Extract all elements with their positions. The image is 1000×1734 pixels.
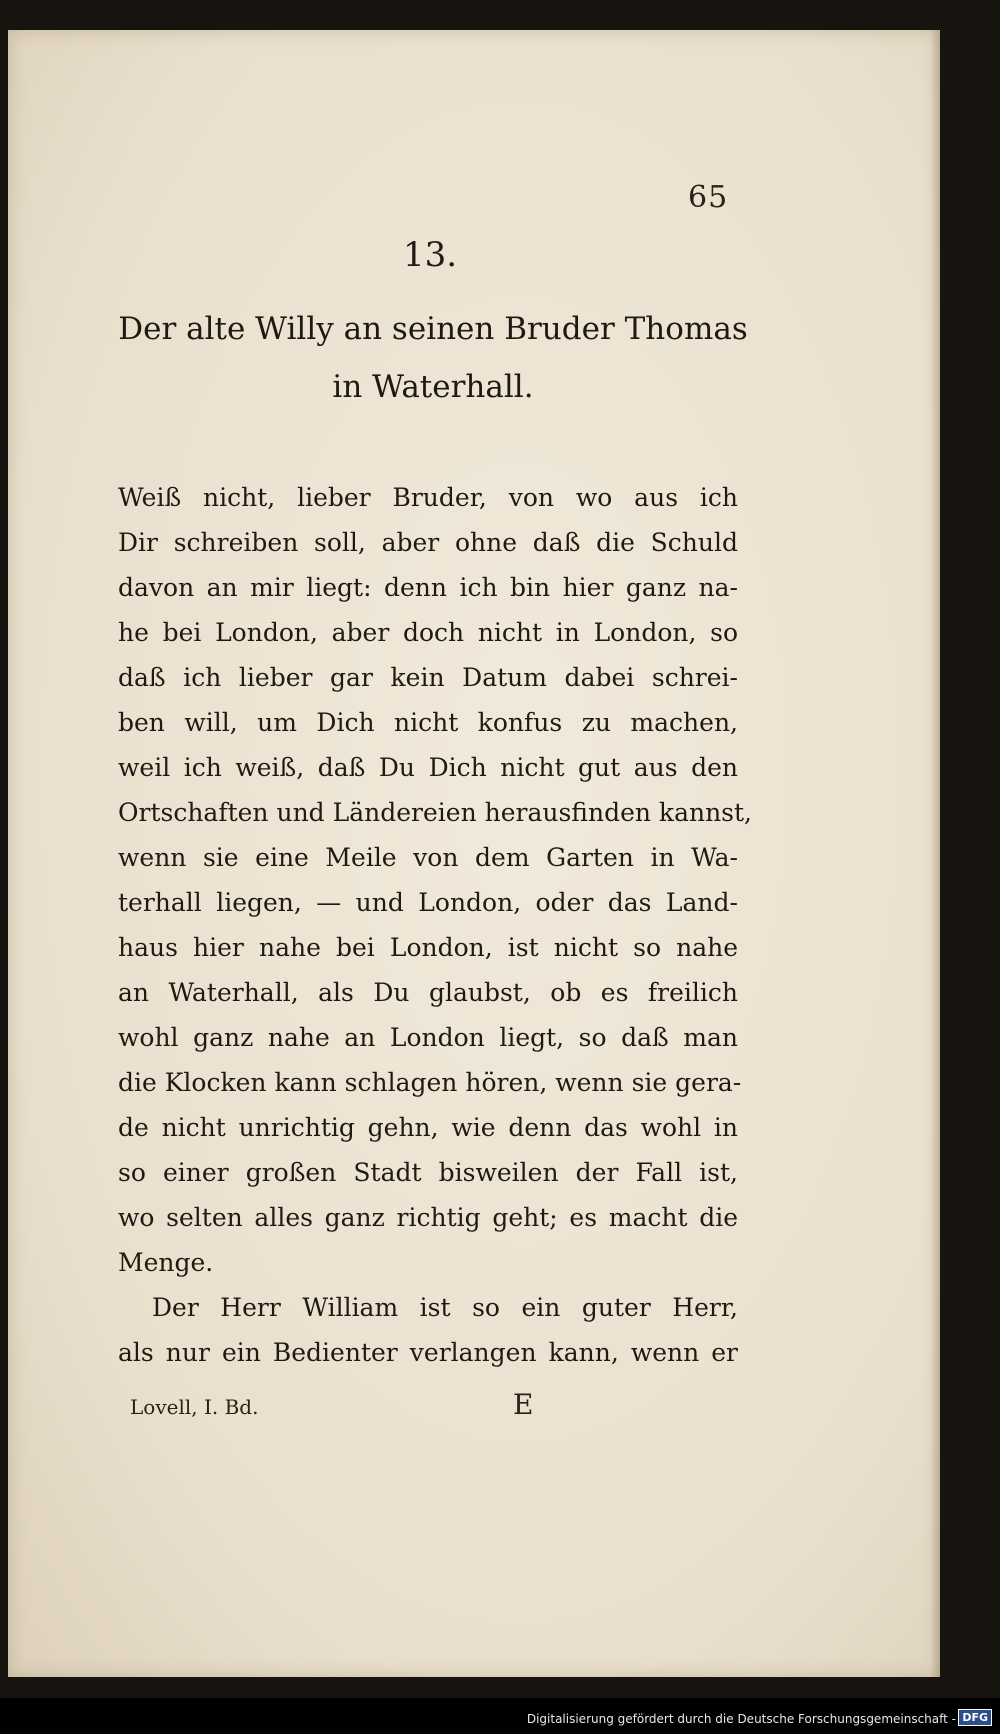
text-line: he bei London, aber doch nicht in London, so <box>118 618 738 647</box>
page-edge-shadow <box>930 30 940 1677</box>
text-line: wohl ganz nahe an London liegt, so daß man <box>118 1023 738 1052</box>
heading-line: Der alte Willy an seinen Bruder Thomas <box>118 311 748 347</box>
text-line: weil ich weiß, daß Du Dich nicht gut aus den <box>118 753 738 782</box>
chapter-heading <box>118 300 748 416</box>
text-line: haus hier nahe bei London, ist nicht so nahe <box>118 933 738 962</box>
text-line: Weiß nicht, lieber Bruder, von wo aus ich <box>118 483 738 512</box>
funding-credit: Digitalisierung gefördert durch die Deutsche Forschungsgemeinschaft - <box>526 1712 956 1726</box>
text-line: ben will, um Dich nicht konfus zu machen, <box>118 708 738 737</box>
dfg-logo: DFG <box>958 1709 992 1726</box>
text-line: so einer großen Stadt bisweilen der Fall ist, <box>118 1158 738 1187</box>
credit-bar <box>0 1698 1000 1734</box>
text-line: davon an mir liegt: denn ich bin hier ganz na- <box>118 573 738 602</box>
text-line: die Klocken kann schlagen hören, wenn sie gera- <box>118 1068 742 1097</box>
footer-signature-mark: E <box>513 1388 534 1421</box>
text-line: daß ich lieber gar kein Datum dabei schrei- <box>118 663 738 692</box>
book-page <box>8 30 940 1677</box>
body-text <box>118 475 752 1375</box>
heading-line: in Waterhall. <box>332 369 534 405</box>
text-line: terhall liegen, — und London, oder das Land- <box>118 888 738 917</box>
text-line: wo selten alles ganz richtig geht; es macht die <box>118 1203 738 1232</box>
text-line: an Waterhall, als Du glaubst, ob es freilich <box>118 978 738 1007</box>
chapter-number: 13. <box>403 235 458 275</box>
footer-signature: Lovell, I. Bd. <box>130 1395 259 1419</box>
page-number: 65 <box>688 180 729 215</box>
text-line: de nicht unrichtig gehn, wie denn das wohl in <box>118 1113 738 1142</box>
text-line: Ortschaften und Ländereien herausfinden kannst, <box>118 798 752 827</box>
text-line: als nur ein Bedienter verlangen kann, wenn er <box>118 1338 738 1367</box>
text-line: Der Herr William ist so ein guter Herr, <box>152 1293 738 1322</box>
text-line: Menge. <box>118 1248 214 1277</box>
text-line: Dir schreiben soll, aber ohne daß die Schuld <box>118 528 738 557</box>
text-line: wenn sie eine Meile von dem Garten in Wa- <box>118 843 738 872</box>
